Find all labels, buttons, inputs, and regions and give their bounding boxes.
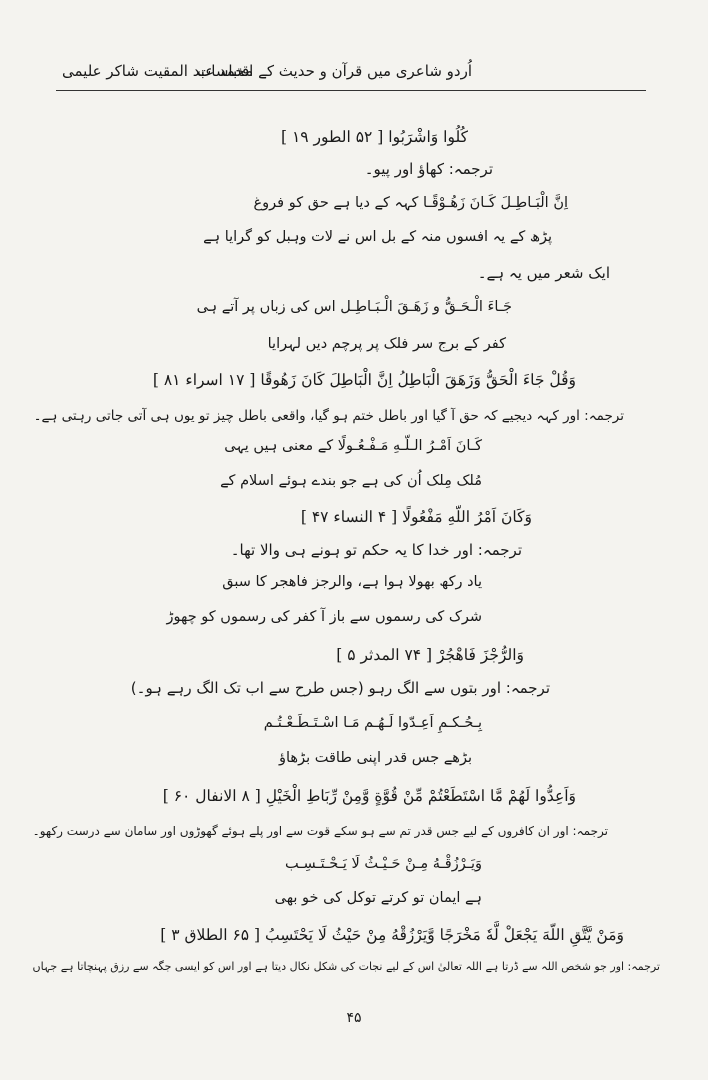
quran-citation: وَاَعِدُّوا لَهُمْ مَّا اسْتَطَعْتُمْ مِّنْ قُوَّةٍ وَّمِنْ رِّبَاطِ الْخَيْلِ [ ۸ الانفال ۶۰ ] bbox=[162, 787, 576, 805]
quran-citation: وَمَنْ يَّتَّقِ اللّهَ يَجْعَلْ لَّهٗ مَخْرَجًا وَّيَرْزُقْهُ مِنْ حَيْثُ لَا يَحْتَسِبُ [ ۶۵ الطلاق ۳ ] bbox=[160, 926, 624, 944]
header-rule bbox=[56, 90, 646, 91]
verse-line: مُلک مِلک اُن کی ہے جو بندے ہوئے اسلام کے bbox=[220, 473, 482, 489]
verse-line: کفر کے برج سر فلک پر پرچم دیں لہرایا bbox=[267, 336, 506, 352]
verse-line: بڑھے جس قدر اپنی طاقت بڑھاؤ bbox=[279, 750, 472, 766]
paragraph-line: ایک شعر میں یہ ہے۔ bbox=[477, 264, 610, 282]
translation-line: ترجمہ: اور کہہ دیجیے کہ حق آ گیا اور باطل ختم ہو گیا، واقعی باطل چیز تو یوں ہی آتی جاتی رہتی ہے۔ bbox=[33, 408, 624, 424]
verse-line: بِـحُـكـمِ اَعِـدّوا لَـهُـم مَـا اسْـتَـطَـعْـتُـم bbox=[263, 715, 482, 731]
quran-citation: وَكَانَ اَمْرُ اللّهِ مَفْعُولًا [ ۴ النساء ۴۷ ] bbox=[300, 508, 532, 526]
translation-line: ترجمہ: اور بتوں سے الگ رہو (جس طرح سے اب تک الگ رہے ہو۔) bbox=[130, 679, 550, 697]
quran-citation: وَقُلْ جَاءَ الْحَقُّ وَزَهَقَ الْبَاطِلُ اِنَّ الْبَاطِلَ كَانَ زَهُوقًا [ ۱۷ اسراء ۸۱ ] bbox=[152, 371, 576, 389]
page-number: ۴۵ bbox=[346, 1010, 362, 1026]
book-title: اُردو شاعری میں قرآن و حدیث کے اقتباسات bbox=[197, 62, 472, 80]
author-name: محمد عبد المقیت شاکر علیمی bbox=[62, 62, 254, 80]
verse-line: پڑھ کے یہ افسوں منہ کے بل اس نے لات وہبل کو گرایا ہے bbox=[203, 229, 552, 245]
quran-citation: وَالرُّجْزَ فَاهْجُرْ [ ۷۴ المدثر ۵ ] bbox=[336, 646, 524, 664]
translation-line: ترجمہ: اور ان کافروں کے لیے جس قدر تم سے ہو سکے قوت سے اور پلے ہوئے گھوڑوں اور سامان سے درست رکھو۔ bbox=[32, 824, 608, 838]
verse-line: جَـاءَ الْـحَـقُّ و زَهَـقَ الْـبَـاطِـل اس کی زباں پر آتے ہی bbox=[196, 299, 512, 315]
verse-line: كَـانَ اَمْـرُ الـلّـهِ مَـفْـعُـولًا کے معنی ہیں یہی bbox=[224, 438, 482, 454]
verse-line: شرک کی رسموں سے باز آ کفر کی رسموں کو چھوڑ bbox=[166, 609, 482, 625]
quran-citation: كُلُوا وَاشْرَبُوا [ ۵۲ الطور ۱۹ ] bbox=[280, 128, 468, 146]
verse-line: وَيَـرْزُقْـهُ مِـنْ حَـيْـثُ لَا يَـحْـتَـسِـب bbox=[284, 856, 482, 872]
verse-line: اِنَّ الْبَـاطِـلَ كَـانَ زَهُـوْقًـا کہہ کے دیا ہے حق کو فروغ bbox=[253, 195, 568, 211]
translation-line: ترجمہ: اور خدا کا یہ حکم تو ہونے ہی والا تھا۔ bbox=[230, 541, 522, 559]
verse-line: ہے ایمان تو کرتے توکل کی خو بھی bbox=[274, 890, 482, 906]
verse-line: یاد رکھ بھولا ہوا ہے، والرجز فاھجر کا سبق bbox=[222, 574, 482, 590]
translation-line: ترجمہ: کھاؤ اور پیو۔ bbox=[364, 160, 493, 178]
translation-line: ترجمہ: اور جو شخص اللہ سے ڈرتا ہے اللہ تعالیٰ اس کے لیے نجات کی شکل نکال دیتا ہے اور اس کو ایسی جگہ سے رزق پہنچاتا ہے جہاں bbox=[32, 960, 660, 973]
